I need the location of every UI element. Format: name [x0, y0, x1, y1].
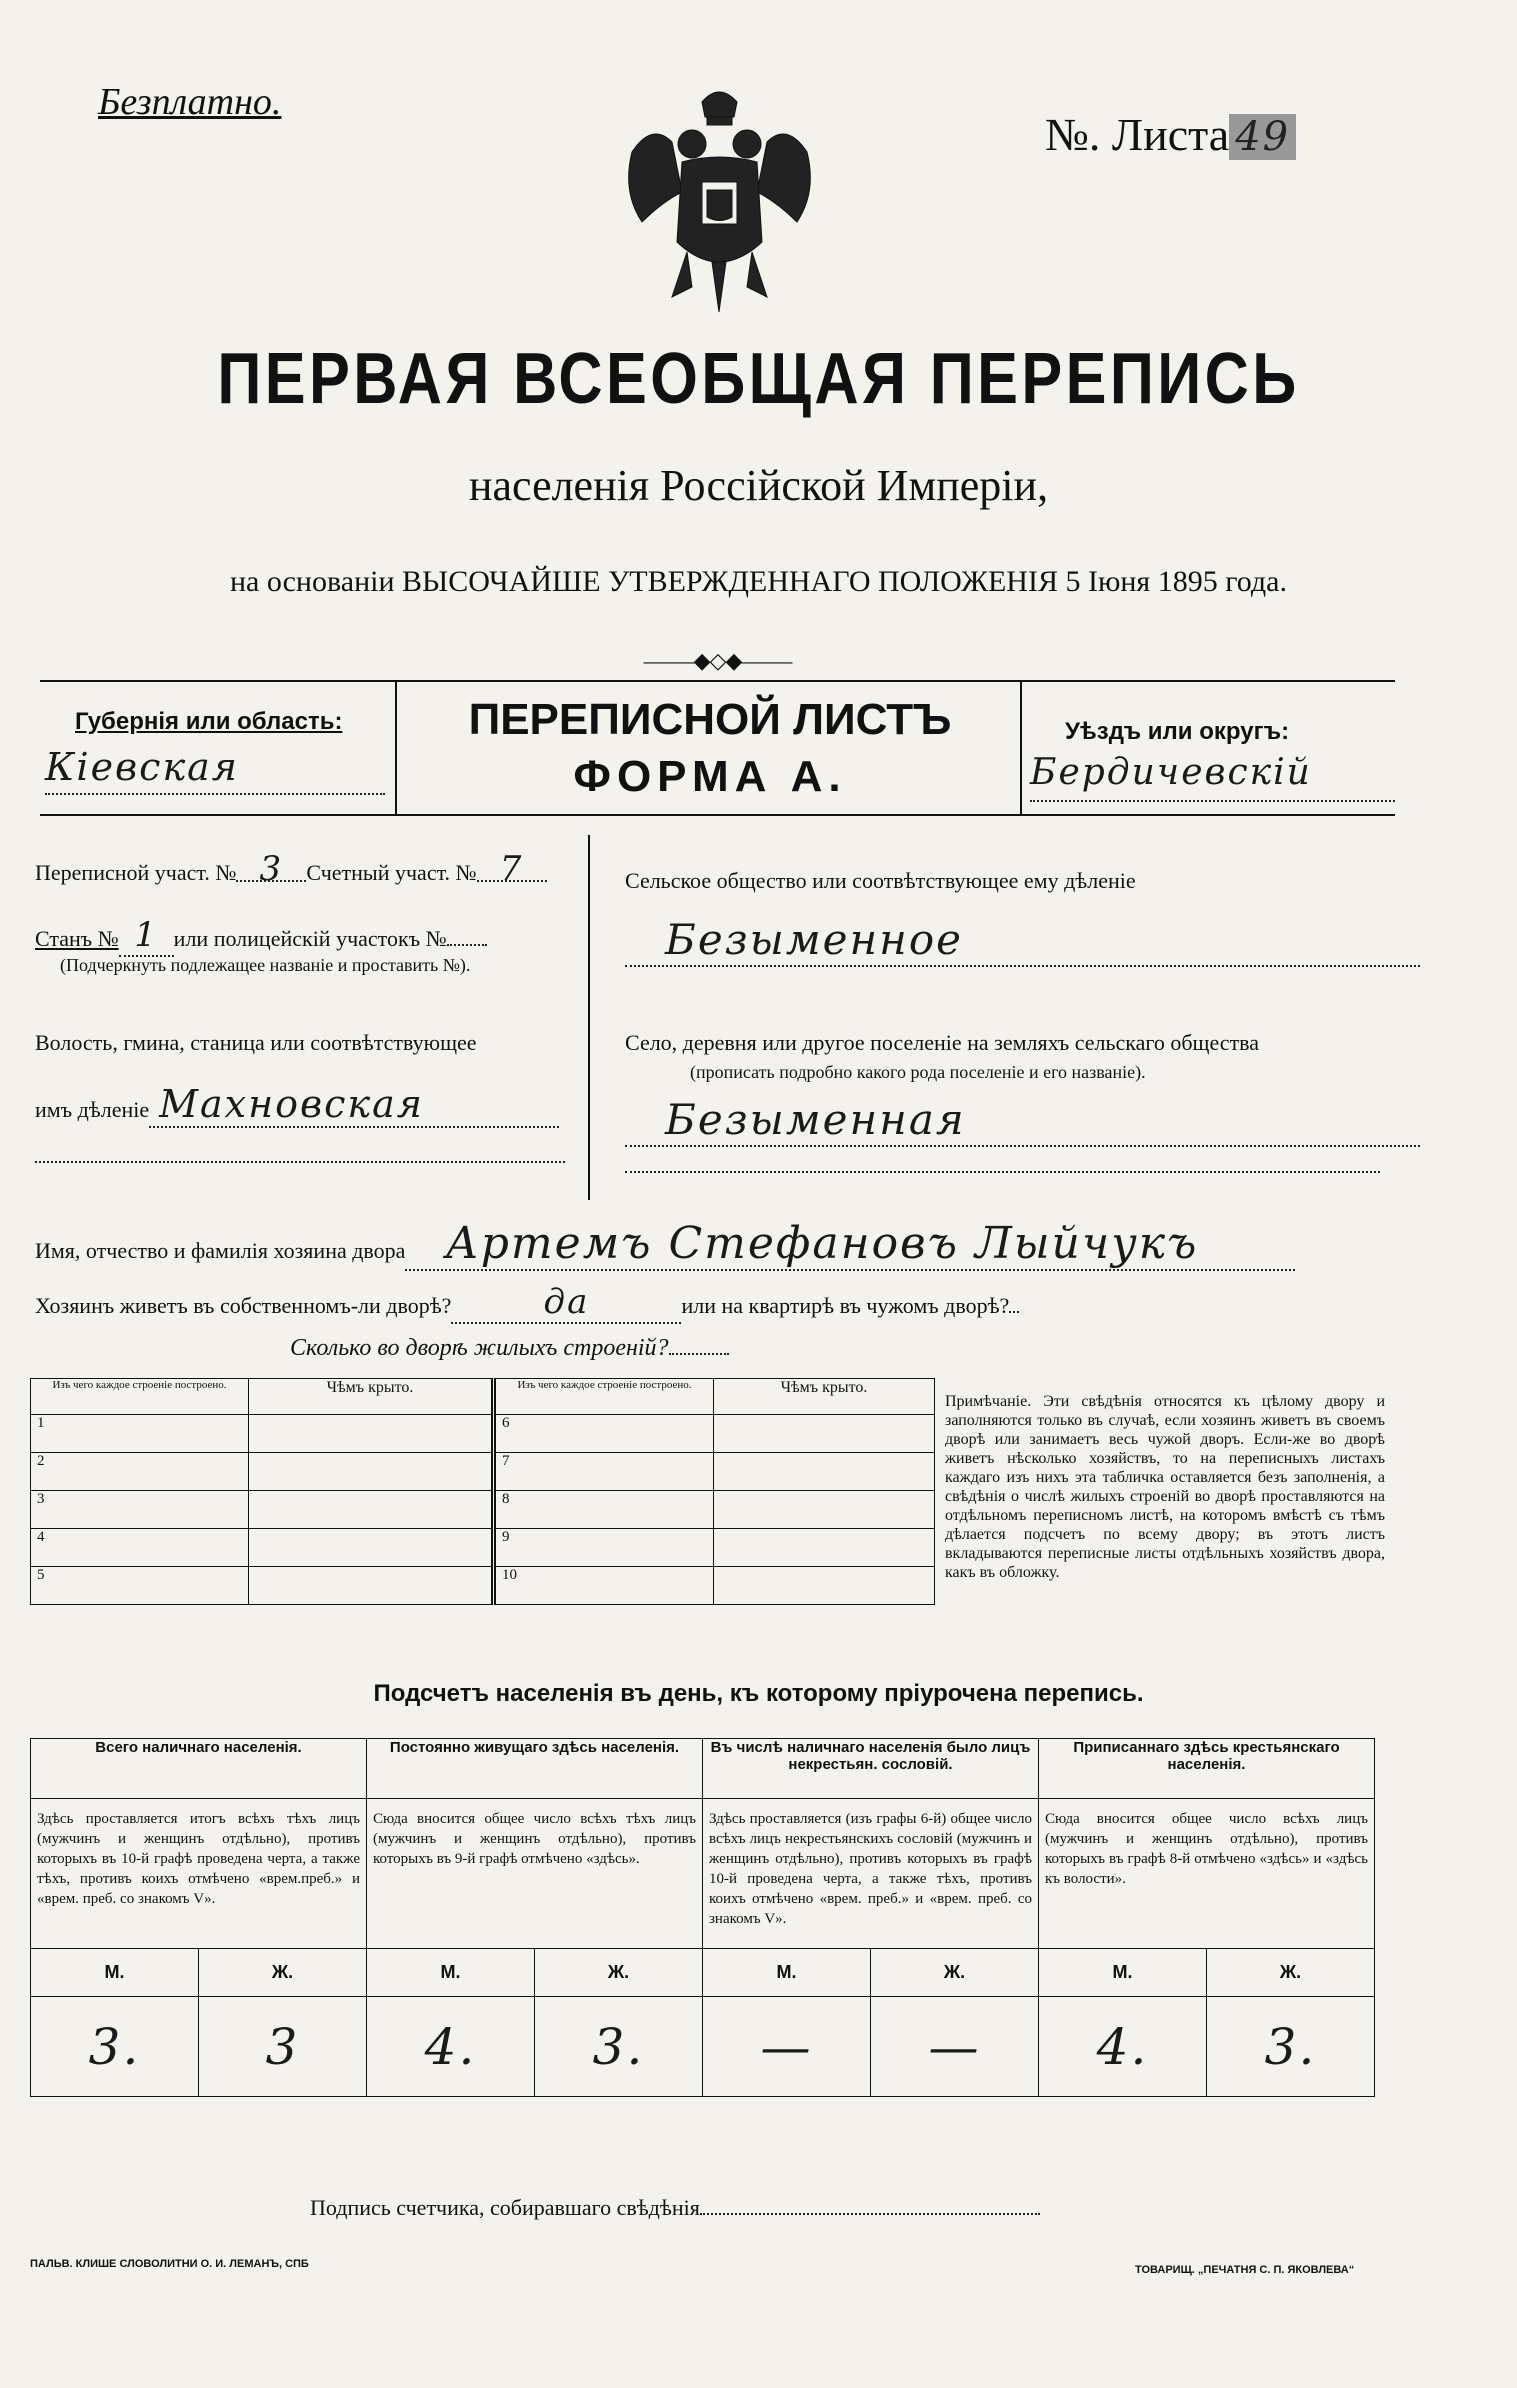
male-header: М. [1039, 1949, 1207, 1997]
page-title: ПЕРВАЯ ВСЕОБЩАЯ ПЕРЕПИСЬ [217, 339, 1300, 419]
free-label: Безплатно. [98, 81, 282, 123]
table-cell[interactable] [714, 1453, 935, 1491]
table-cell[interactable] [714, 1529, 935, 1567]
table-cell[interactable] [714, 1567, 935, 1605]
total-female-value[interactable]: 3 [199, 1997, 367, 2097]
col-peasant-header: Приписаннаго здѣсь крестьянскаго населенія. [1039, 1739, 1375, 1799]
uezd-label: Уѣздъ или округъ: [1065, 718, 1290, 745]
female-header: Ж. [199, 1949, 367, 1997]
col-nonpeasant-desc: Здѣсь проставляется (изъ графы 6-й) общее число всѣхъ лицъ некрестьянскихъ сословій (мужчинъ и женщинъ отдѣльно), противъ которыхъ въ графѣ 10-й проведена черта, а также тѣхъ, противъ коихъ отмѣчено «врем. преб.» и «врем. преб. со знакомъ V». [703, 1799, 1039, 1949]
male-header: М. [703, 1949, 871, 1997]
ornament-divider: ‒‒‒‒‒◆◇◆‒‒‒‒‒ [643, 648, 792, 673]
table-cell[interactable] [249, 1529, 494, 1567]
table-col-header: Изъ чего каждое строеніе построено. [31, 1379, 249, 1415]
gubernia-field[interactable]: Кіевская [45, 745, 385, 795]
owner-name-row: Имя, отчество и фамилія хозяина двора Артемъ Стефановъ Лыйчукъ [35, 1218, 1295, 1271]
owner-name-field[interactable]: Артемъ Стефановъ Лыйчукъ [405, 1218, 1295, 1271]
uezd-field[interactable]: Бердичевскій [1030, 752, 1395, 802]
table-row[interactable]: 7 [494, 1453, 714, 1491]
table-row[interactable]: 5 [31, 1567, 249, 1605]
table-cell[interactable] [249, 1453, 494, 1491]
table-cell[interactable] [249, 1491, 494, 1529]
stan-field[interactable]: 1 [119, 915, 174, 957]
census-area-field[interactable]: 3 [236, 858, 306, 882]
col-peasant-desc: Сюда вносится общее число всѣхъ лицъ (мужчинъ и женщинъ отдѣльно), противъ которыхъ въ графѣ 8-й отмѣчено «здѣсь» и «здѣсь къ волости». [1039, 1799, 1375, 1949]
note-text: Примѣчаніе. Эти свѣдѣнія относятся къ цѣлому двору и заполняются только въ случаѣ, если хозяинъ живетъ въ своемъ дворѣ или занимаетъ весь чужой дворъ. Если-же во дворѣ живетъ нѣсколько хозяйствъ, то на переписныхъ листахъ каждаго изъ нихъ эта табличка оставляется безъ заполненія, а свѣдѣнія о числѣ жилыхъ строеній во дворѣ проставляются на отдѣльномъ переписномъ листѣ, на которомъ вмѣстѣ съ тѣмъ дѣлается подсчетъ по всему двору; въ этотъ листъ вкладываются переписные листы отдѣльныхъ хозяйствъ двора, какъ въ обложку. [945, 1393, 1385, 1581]
col-nonpeasant-header: Въ числѣ наличнаго населенія было лицъ некрестьян. сословій. [703, 1739, 1039, 1799]
page-subtitle: населенія Россійской Имперіи, [468, 461, 1049, 510]
col-permanent-desc: Сюда вносится общее число всѣхъ тѣхъ лицъ (мужчинъ и женщинъ отдѣльно), противъ которыхъ въ 9-й графѣ отмѣчено «здѣсь». [367, 1799, 703, 1949]
table-cell[interactable] [249, 1567, 494, 1605]
gubernia-label: Губернія или область: [75, 708, 343, 735]
table-row[interactable]: 3 [31, 1491, 249, 1529]
table-row[interactable]: 4 [31, 1529, 249, 1567]
table-row[interactable]: 6 [494, 1415, 714, 1453]
imperial-eagle-emblem [612, 82, 827, 317]
legal-basis: на основаніи ВЫСОЧАЙШЕ УТВЕРЖДЕННАГО ПОЛОЖЕНІЯ 5 Іюня 1895 года. [230, 565, 1287, 598]
buildings-count-field[interactable] [669, 1353, 729, 1355]
volost-row: имъ дѣленіе Махновская [35, 1082, 559, 1128]
count-area-field[interactable]: 7 [477, 858, 547, 882]
signature-field[interactable] [700, 2213, 1040, 2215]
stan-note: (Подчеркнуть подлежащее названіе и проставить №). [60, 955, 471, 975]
sheet-number-value: 49 [1229, 114, 1296, 160]
table-row[interactable]: 2 [31, 1453, 249, 1491]
volost-field[interactable]: Махновская [149, 1082, 559, 1128]
male-header: М. [367, 1949, 535, 1997]
peasant-female-value[interactable]: 3. [1207, 1997, 1375, 2097]
village-note: (прописать подробно какого рода поселеніе и его названіе). [690, 1062, 1146, 1082]
table-col-header: Чѣмъ крыто. [714, 1379, 935, 1415]
owner-rent-field[interactable] [1009, 1311, 1019, 1313]
population-table [30, 1738, 1375, 2097]
footer-left: ПАЛЬВ. КЛИШЕ СЛОВОЛИТНИ О. И. ЛЕМАНЪ, СПБ [30, 2258, 309, 2270]
form-subtitle: ФОРМА А. [573, 752, 847, 801]
village-field[interactable]: Безыменная [625, 1095, 1420, 1147]
col-total-desc: Здѣсь проставляется итогъ всѣхъ тѣхъ лицъ (мужчинъ и женщинъ отдѣльно), противъ которыхъ въ 10-й графѣ проведена черта, а также тѣхъ, противъ коихъ отмѣчено «врем.преб.» и «врем. преб. со знакомъ V». [31, 1799, 367, 1949]
permanent-male-value[interactable]: 4. [367, 1997, 535, 2097]
table-row[interactable]: 9 [494, 1529, 714, 1567]
table-row[interactable]: 8 [494, 1491, 714, 1529]
female-header: Ж. [535, 1949, 703, 1997]
male-header: М. [31, 1949, 199, 1997]
buildings-question: Сколько во дворѣ жилыхъ строеній? [290, 1335, 729, 1362]
table-cell[interactable] [249, 1415, 494, 1453]
table-cell[interactable] [714, 1491, 935, 1529]
buildings-table [30, 1378, 935, 1605]
table-row[interactable]: 1 [31, 1415, 249, 1453]
table-col-header: Изъ чего каждое строеніе построено. [494, 1379, 714, 1415]
nonpeasant-male-value[interactable]: — [703, 1997, 871, 2097]
stan-row: Станъ № 1 или полицейскій участокъ № [35, 915, 487, 957]
volost-extra-line[interactable] [35, 1160, 565, 1163]
peasant-male-value[interactable]: 4. [1039, 1997, 1207, 2097]
owner-lives-field[interactable]: да [451, 1282, 681, 1324]
total-male-value[interactable]: 3. [31, 1997, 199, 2097]
col-total-header: Всего наличнаго населенія. [31, 1739, 367, 1799]
owner-lives-row: Хозяинъ живетъ въ собственномъ-ли дворѣ? да или на квартирѣ въ чужомъ дворѣ? [35, 1282, 1019, 1324]
female-header: Ж. [1207, 1949, 1375, 1997]
signature-row: Подпись счетчика, собиравшаго свѣдѣнія [310, 2195, 1040, 2221]
society-field[interactable]: Безыменное [625, 915, 1420, 967]
volost-label: Волость, гмина, станица или соотвѣтствующее [35, 1030, 477, 1055]
nonpeasant-female-value[interactable]: — [871, 1997, 1039, 2097]
table-cell[interactable] [714, 1415, 935, 1453]
village-label: Село, деревня или другое поселеніе на земляхъ сельскаго общества [625, 1030, 1260, 1055]
police-field[interactable] [447, 944, 487, 946]
census-area-row: Переписной участ. № 3 Счетный участ. № 7 [35, 858, 547, 884]
society-label: Сельское общество или соотвѣтствующее ему дѣленіе [625, 868, 1136, 893]
sheet-number-label: №. Листа 49 [1045, 108, 1296, 161]
table-row[interactable]: 10 [494, 1567, 714, 1605]
col-permanent-header: Постоянно живущаго здѣсь населенія. [367, 1739, 703, 1799]
table-col-header: Чѣмъ крыто. [249, 1379, 494, 1415]
permanent-female-value[interactable]: 3. [535, 1997, 703, 2097]
village-extra-line[interactable] [625, 1170, 1380, 1173]
population-heading: Подсчетъ населенія въ день, къ которому пріурочена перепись. [373, 1680, 1144, 1707]
form-title: ПЕРЕПИСНОЙ ЛИСТЪ [468, 695, 952, 744]
footer-right: ТОВАРИЩ. „ПЕЧАТНЯ С. П. ЯКОВЛЕВА“ [1135, 2264, 1355, 2276]
female-header: Ж. [871, 1949, 1039, 1997]
